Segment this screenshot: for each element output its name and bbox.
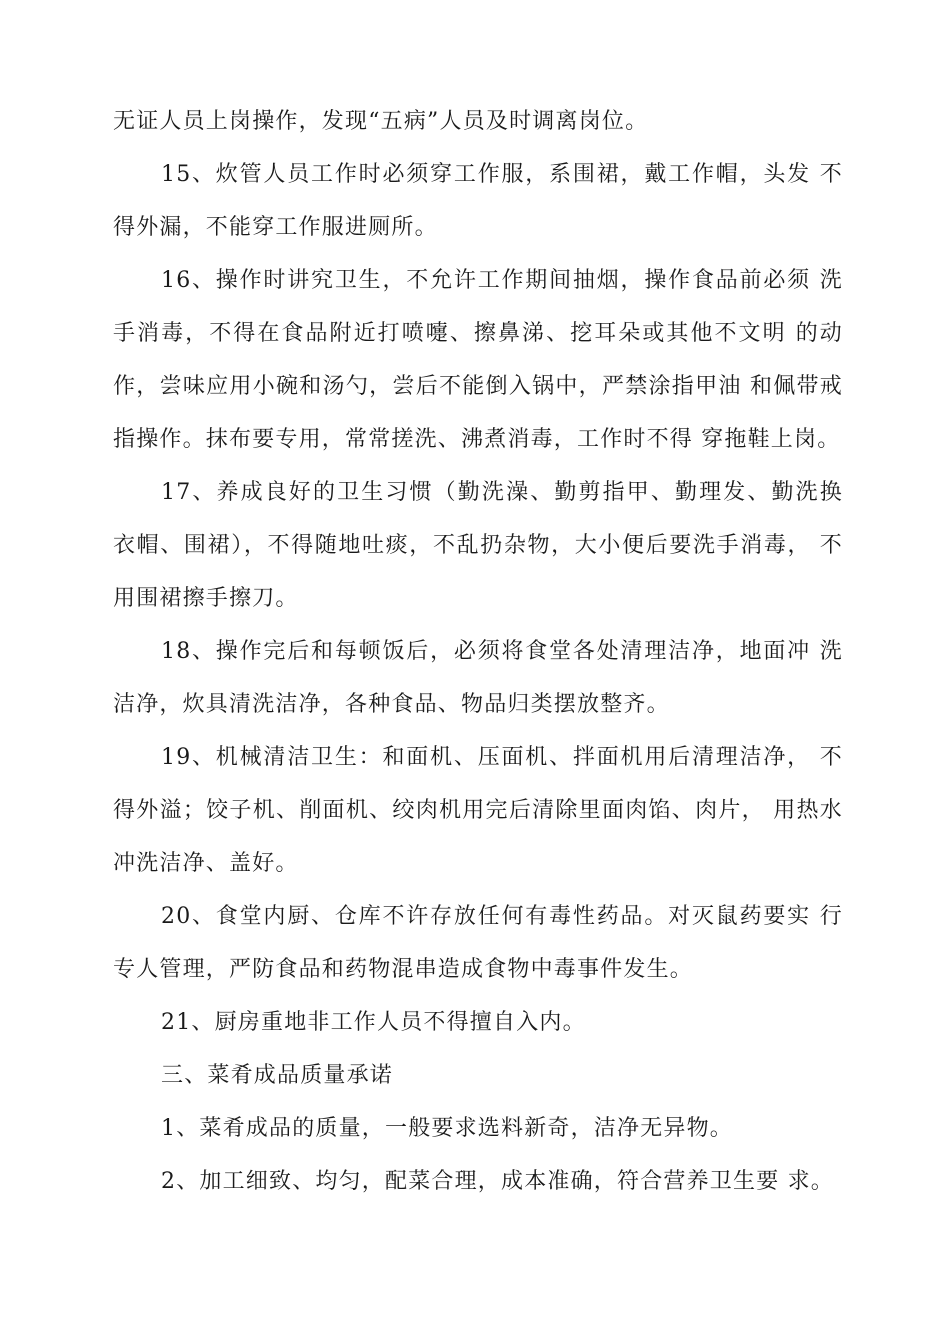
paragraph-item-18: 18、操作完后和每顿饭后，必须将食堂各处清理洁净，地面冲 洗洁净，炊具清洗洁净，各种食品、物品归类摆放整齐。 bbox=[113, 639, 843, 717]
paragraph-item-20: 20、食堂内厨、仓库不许存放任何有毒性药品。对灭鼠药要实 行专人管理，严防食品和药物混串造成食物中毒事件发生。 bbox=[113, 904, 843, 982]
paragraph-continuation: 无证人员上岗操作，发现“五病”人员及时调离岗位。 bbox=[113, 109, 649, 134]
paragraph-item-15: 15、炊管人员工作时必须穿工作服，系围裙，戴工作帽，头发 不得外漏，不能穿工作服进厕所。 bbox=[113, 162, 843, 240]
paragraph-item-16: 16、操作时讲究卫生，不允许工作期间抽烟，操作食品前必须 洗手消毒，不得在食品附近打喷嚏、擦鼻涕、挖耳朵或其他不文明 的动作，尝味应用小碗和汤勺，尝后不能倒入锅中，严禁涂指甲油 和佩带戒指操作。抹布要专用，常常搓洗、沸煮消毒，工作时不得 穿拖鞋上岗。 bbox=[113, 268, 843, 452]
document-body bbox=[113, 95, 843, 1208]
section-heading-3: 三、菜肴成品质量承诺 bbox=[161, 1063, 394, 1088]
paragraph-item-1: 1、菜肴成品的质量，一般要求选料新奇，洁净无异物。 bbox=[161, 1116, 733, 1141]
paragraph-item-19: 19、机械清洁卫生：和面机、压面机、拌面机用后清理洁净， 不得外溢；饺子机、削面机、绞肉机用完后清除里面肉馅、肉片， 用热水冲洗洁净、盖好。 bbox=[113, 745, 843, 876]
paragraph-item-21: 21、厨房重地非工作人员不得擅自入内。 bbox=[161, 1010, 586, 1035]
paragraph-item-17: 17、养成良好的卫生习惯（勤洗澡、勤剪指甲、勤理发、勤洗换 衣帽、围裙），不得随地吐痰，不乱扔杂物，大小便后要洗手消毒， 不用围裙擦手擦刀。 bbox=[113, 480, 843, 611]
paragraph-item-2: 2、加工细致、均匀，配菜合理，成本准确，符合营养卫生要 求。 bbox=[161, 1169, 834, 1194]
